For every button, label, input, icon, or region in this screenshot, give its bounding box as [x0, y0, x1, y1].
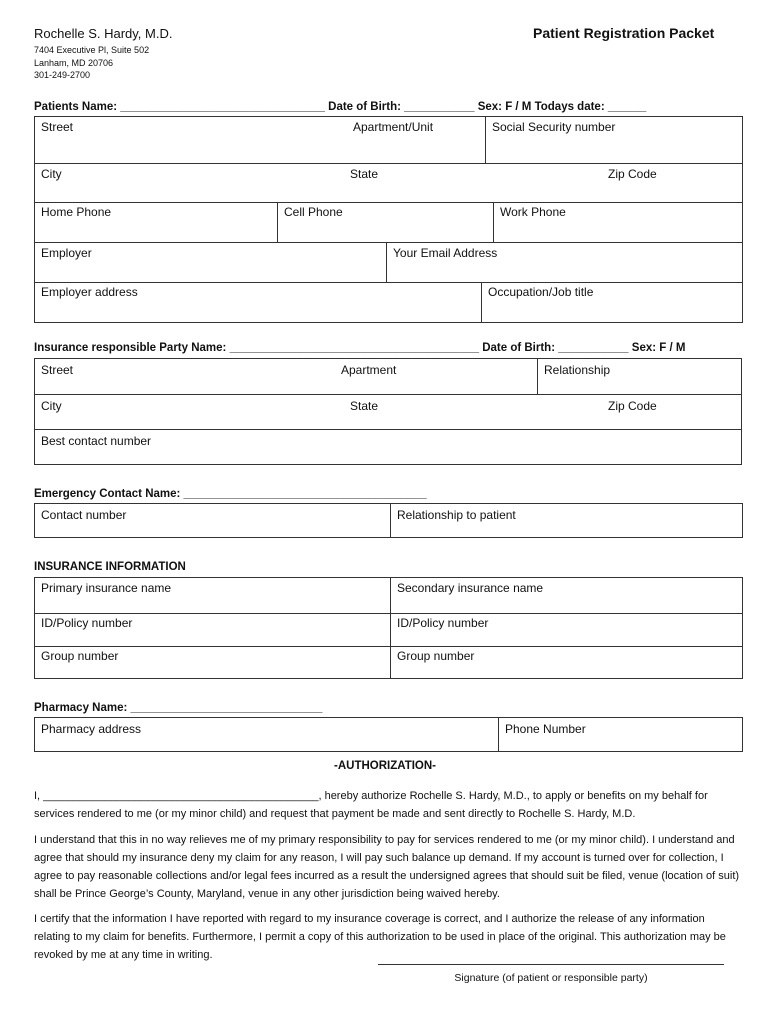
divider	[34, 242, 743, 243]
divider	[34, 202, 743, 203]
responsible-party-line[interactable]: Insurance responsible Party Name: _______________________________________ Date of Birth: ___________ Sex: F / M	[34, 342, 686, 354]
divider	[498, 717, 499, 752]
divider	[34, 282, 743, 283]
rp-relationship-field[interactable]: Relationship	[544, 363, 611, 377]
divider	[34, 394, 742, 395]
divider	[390, 577, 391, 679]
divider	[34, 613, 743, 614]
email-field[interactable]: Your Email Address	[393, 246, 498, 260]
divider	[34, 429, 742, 430]
address-line-1: 7404 Executive Pl, Suite 502	[34, 45, 150, 55]
rp-zip-field[interactable]: Zip Code	[608, 399, 657, 413]
zip-field[interactable]: Zip Code	[608, 167, 657, 181]
insurance-heading: INSURANCE INFORMATION	[34, 561, 186, 573]
employer-address-field[interactable]: Employer address	[41, 285, 138, 299]
divider	[386, 242, 387, 282]
rp-best-contact-field[interactable]: Best contact number	[41, 434, 152, 448]
pharmacy-name-line[interactable]: Pharmacy Name: ______________________________	[34, 702, 323, 714]
relationship-to-patient-field[interactable]: Relationship to patient	[397, 508, 516, 522]
patient-info-table	[34, 116, 743, 323]
authorization-paragraph-2: I understand that this in no way relieves me of my primary responsibility to pay for services rendered to me (or my minor child). I understand and agree that should my insurance deny my claim for any reason, I will pay such balance up demand. If my account is turned over for collection, I agree to pay reasonable collections and/or legal fees incurred as a result the undersigned agrees that should suit be filed, venue (location of suit) shall be Prince George’s County, Maryland, venue in any other jurisdiction being waived hereby.	[34, 834, 740, 900]
employer-field[interactable]: Employer	[41, 246, 92, 260]
address-line-2: Lanham, MD 20706	[34, 58, 114, 68]
authorization-paragraph-3: I certify that the information I have reported with regard to my insurance coverage is correct, and I authorize the release of any information relating to my claim for benefits. Furthermore, I permit a copy of this authorization to be used in place of the original. This authorization may be revoked by me at any time in writing.	[34, 913, 726, 961]
secondary-insurance-field[interactable]: Secondary insurance name	[397, 581, 544, 595]
divider	[390, 503, 391, 538]
occupation-field[interactable]: Occupation/Job title	[488, 285, 594, 299]
emergency-table	[34, 503, 743, 538]
patient-name-line[interactable]: Patients Name: ________________________________ Date of Birth: ___________ Sex: F / M Todays date: ______	[34, 101, 647, 113]
pharmacy-address-field[interactable]: Pharmacy address	[41, 722, 142, 736]
street-field[interactable]: Street	[41, 120, 74, 134]
authorization-heading: -AUTHORIZATION-	[334, 760, 436, 772]
cell-phone-field[interactable]: Cell Phone	[284, 205, 343, 219]
secondary-policy-field[interactable]: ID/Policy number	[397, 616, 489, 630]
emergency-contact-line[interactable]: Emergency Contact Name: ______________________________________	[34, 488, 427, 500]
primary-group-field[interactable]: Group number	[41, 649, 119, 663]
signature-label: Signature (of patient or responsible party)	[454, 972, 648, 984]
divider	[34, 163, 743, 164]
rp-city-field[interactable]: City	[41, 399, 62, 413]
primary-insurance-field[interactable]: Primary insurance name	[41, 581, 172, 595]
city-field[interactable]: City	[41, 167, 62, 181]
divider	[277, 202, 278, 242]
divider	[34, 646, 743, 647]
ssn-field[interactable]: Social Security number	[492, 120, 616, 134]
contact-number-field[interactable]: Contact number	[41, 508, 127, 522]
divider	[481, 282, 482, 323]
office-phone: 301-249-2700	[34, 70, 91, 80]
secondary-group-field[interactable]: Group number	[397, 649, 475, 663]
divider	[485, 116, 486, 163]
signature-line[interactable]	[378, 964, 724, 965]
page-title: Patient Registration Packet	[533, 25, 715, 41]
home-phone-field[interactable]: Home Phone	[41, 205, 112, 219]
divider	[493, 202, 494, 242]
rp-apartment-field[interactable]: Apartment	[341, 363, 397, 377]
state-field[interactable]: State	[350, 167, 379, 181]
rp-state-field[interactable]: State	[350, 399, 379, 413]
apartment-field[interactable]: Apartment/Unit	[353, 120, 434, 134]
authorization-paragraph-1: I, _____________________________________________, hereby authorize Rochelle S. Hardy, M.D., to apply or benefits on my behalf for services rendered to me (or my minor child) and request that payment be made and sent directly to Rochelle S. Hardy, M.D.	[34, 790, 708, 820]
doctor-name: Rochelle S. Hardy, M.D.	[34, 26, 173, 41]
work-phone-field[interactable]: Work Phone	[500, 205, 566, 219]
rp-street-field[interactable]: Street	[41, 363, 74, 377]
primary-policy-field[interactable]: ID/Policy number	[41, 616, 133, 630]
divider	[537, 358, 538, 394]
pharmacy-phone-field[interactable]: Phone Number	[505, 722, 586, 736]
